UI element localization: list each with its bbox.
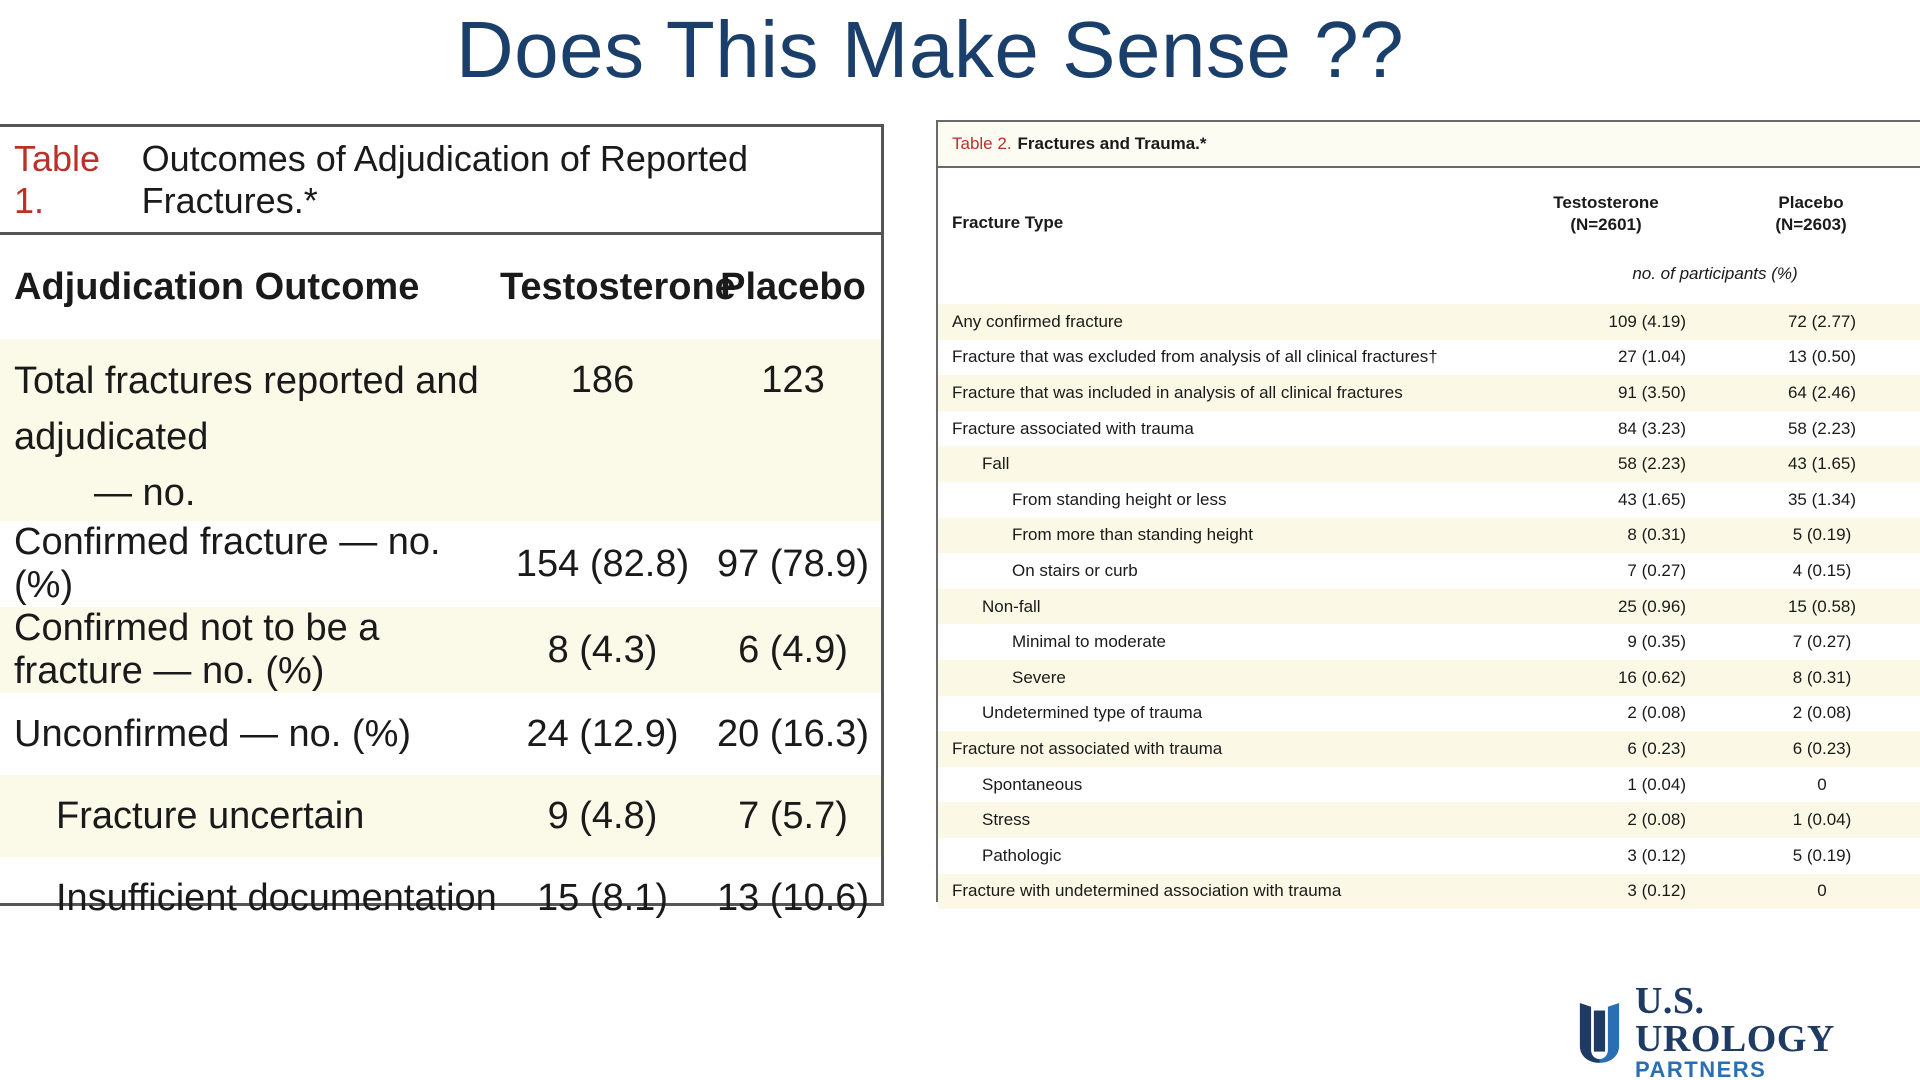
table-2-grid: [938, 168, 1920, 909]
row-label: Minimal to moderate: [1012, 632, 1167, 652]
row-label: Confirmed fracture — no. (%): [14, 521, 441, 606]
placebo-cell: 15 (0.58): [1702, 589, 1920, 625]
placebo-cell: 8 (0.31): [1702, 660, 1920, 696]
testosterone-cell: 24 (12.9): [526, 712, 679, 755]
row-label: Fracture with undetermined association with trauma: [938, 874, 1510, 910]
table-row: [938, 838, 1920, 874]
table-row: [938, 411, 1920, 447]
row-label: [0, 339, 500, 521]
table-row: [938, 660, 1920, 696]
table-row: [0, 607, 881, 693]
row-label: Fracture not associated with trauma: [938, 731, 1510, 767]
table-2-body: [938, 304, 1920, 909]
placebo-cell: 72 (2.77): [1702, 304, 1920, 340]
placebo-cell: 2 (0.08): [1792, 703, 1852, 723]
placebo-cell: 13 (10.6): [716, 876, 870, 919]
logo-text: [1635, 982, 1896, 1080]
table-2-label: Table 2.: [952, 134, 1012, 153]
logo-line-2: PARTNERS: [1634, 1057, 1767, 1080]
testosterone-cell: 2 (0.08): [1627, 703, 1686, 723]
row-label: Spontaneous: [982, 774, 1083, 794]
logo-line-1: U.S. UROLOGY: [1634, 980, 1835, 1060]
placebo-cell: 5 (0.19): [1792, 845, 1852, 865]
testosterone-cell: 3 (0.12): [1510, 874, 1702, 910]
column-header-testosterone: [1510, 168, 1702, 260]
testosterone-cell: 6 (0.23): [1510, 731, 1702, 767]
testosterone-header-n: (N=2601): [1570, 215, 1642, 234]
table-row: [938, 624, 1920, 660]
table-2: [936, 120, 1920, 902]
placebo-cell: 5 (0.19): [1702, 518, 1920, 554]
placebo-cell: 13 (0.50): [1787, 347, 1857, 367]
testosterone-cell: 27 (1.04): [1617, 347, 1686, 367]
column-header-fracture-type: Fracture Type: [952, 213, 1064, 232]
testosterone-cell: 9 (0.35): [1627, 632, 1686, 652]
row-label: Fracture that was excluded from analysis of all clinical fractures†: [952, 347, 1438, 367]
placebo-cell: 6 (0.23): [1702, 731, 1920, 767]
row-label: Stress: [938, 802, 1510, 838]
row-label: Undetermined type of trauma: [982, 703, 1203, 723]
testosterone-cell: 2 (0.08): [1510, 802, 1702, 838]
table-row: [938, 518, 1920, 554]
table-row: [938, 304, 1920, 340]
table-1-label: Table 1.: [14, 137, 101, 221]
table-row: [0, 775, 881, 857]
testosterone-cell: 186: [500, 339, 705, 521]
testosterone-cell: 3 (0.12): [1627, 845, 1686, 865]
column-header-placebo: Placebo: [720, 265, 866, 308]
table-row: [938, 375, 1920, 411]
logo-mark-icon: [1578, 999, 1621, 1065]
table-1-title: Outcomes of Adjudication of Reported Fractures.*: [141, 137, 749, 221]
row-label: On stairs or curb: [1012, 560, 1138, 580]
us-urology-partners-logo: [1578, 980, 1896, 1080]
row-label: Severe: [938, 660, 1510, 696]
testosterone-cell: 8 (4.3): [500, 607, 705, 693]
testosterone-cell: 9 (4.8): [500, 775, 705, 857]
placebo-cell: 7 (0.27): [1792, 632, 1852, 652]
table-row: [938, 482, 1920, 518]
table-1-grid: [0, 235, 881, 939]
testosterone-cell: 154 (82.8): [515, 542, 690, 585]
column-header-placebo: [1702, 168, 1920, 260]
table-row: [938, 802, 1920, 838]
row-label: Insufficient documentation: [56, 876, 497, 919]
table-row: [938, 696, 1920, 732]
table-1: [0, 124, 884, 919]
table-row: [0, 693, 881, 775]
table-row: [938, 874, 1920, 910]
table-row: [0, 857, 881, 939]
row-label: Pathologic: [982, 845, 1062, 865]
row-label: Fracture that was included in analysis of all clinical fractures: [938, 375, 1510, 411]
row-label-line-2: — no.: [94, 472, 196, 514]
placebo-cell: 123: [705, 339, 881, 521]
testosterone-cell: 84 (3.23): [1617, 418, 1686, 438]
testosterone-cell: 7 (0.27): [1627, 560, 1686, 580]
testosterone-header-label: Testosterone: [1553, 193, 1659, 212]
row-label: Unconfirmed — no. (%): [14, 712, 412, 755]
row-label: Fracture uncertain: [0, 775, 500, 857]
placebo-header-n: (N=2603): [1775, 215, 1847, 234]
table-row: [0, 521, 881, 607]
testosterone-cell: 91 (3.50): [1510, 375, 1702, 411]
unit-spacer: [938, 260, 1510, 304]
placebo-cell: 64 (2.46): [1702, 375, 1920, 411]
placebo-cell: 58 (2.23): [1787, 418, 1857, 438]
table-row: [938, 553, 1920, 589]
row-label: From more than standing height: [938, 518, 1510, 554]
column-header-adjudication-outcome: Adjudication Outcome: [14, 265, 420, 308]
testosterone-cell: 109 (4.19): [1510, 304, 1702, 340]
column-header-testosterone: Testosterone: [500, 265, 736, 308]
testosterone-cell: 1 (0.04): [1627, 774, 1686, 794]
table-row: [0, 339, 881, 521]
testosterone-cell: 58 (2.23): [1510, 446, 1702, 482]
testosterone-cell: 8 (0.31): [1510, 518, 1702, 554]
testosterone-cell: 15 (8.1): [537, 876, 668, 919]
placebo-cell: 43 (1.65): [1702, 446, 1920, 482]
row-label: Fracture associated with trauma: [952, 418, 1194, 438]
table-1-caption: [0, 127, 881, 235]
table-2-title: Fractures and Trauma.*: [1017, 134, 1207, 153]
unit-label: no. of participants (%): [1632, 264, 1798, 283]
table-2-unit-row: [938, 260, 1920, 304]
table-1-header-row: [0, 235, 881, 339]
table-row: [938, 589, 1920, 625]
slide-title: Does This Make Sense ??: [455, 5, 1405, 94]
placebo-cell: 1 (0.04): [1702, 802, 1920, 838]
testosterone-cell: 16 (0.62): [1510, 660, 1702, 696]
placebo-cell: 6 (4.9): [705, 607, 881, 693]
table-2-header-row: [938, 168, 1920, 260]
row-label: From standing height or less: [1012, 489, 1227, 509]
row-label: Non-fall: [938, 589, 1510, 625]
placebo-cell: 7 (5.7): [705, 775, 881, 857]
row-label: Any confirmed fracture: [938, 304, 1510, 340]
row-label: Fall: [938, 446, 1510, 482]
table-row: [938, 446, 1920, 482]
table-row: [938, 767, 1920, 803]
placebo-cell: 4 (0.15): [1792, 560, 1852, 580]
table-row: [938, 340, 1920, 376]
row-label-line-1: Total fractures reported and adjudicated: [14, 360, 479, 458]
testosterone-cell: 43 (1.65): [1617, 489, 1686, 509]
testosterone-cell: 25 (0.96): [1510, 589, 1702, 625]
table-row: [938, 731, 1920, 767]
placebo-cell: 97 (78.9): [716, 542, 870, 585]
placebo-cell: 0: [1817, 774, 1827, 794]
row-label: Confirmed not to be a fracture — no. (%): [0, 607, 500, 693]
placebo-cell: 0: [1702, 874, 1920, 910]
table-2-caption: [938, 122, 1920, 168]
placebo-header-label: Placebo: [1778, 193, 1844, 212]
placebo-cell: 20 (16.3): [716, 712, 870, 755]
placebo-cell: 35 (1.34): [1787, 489, 1857, 509]
